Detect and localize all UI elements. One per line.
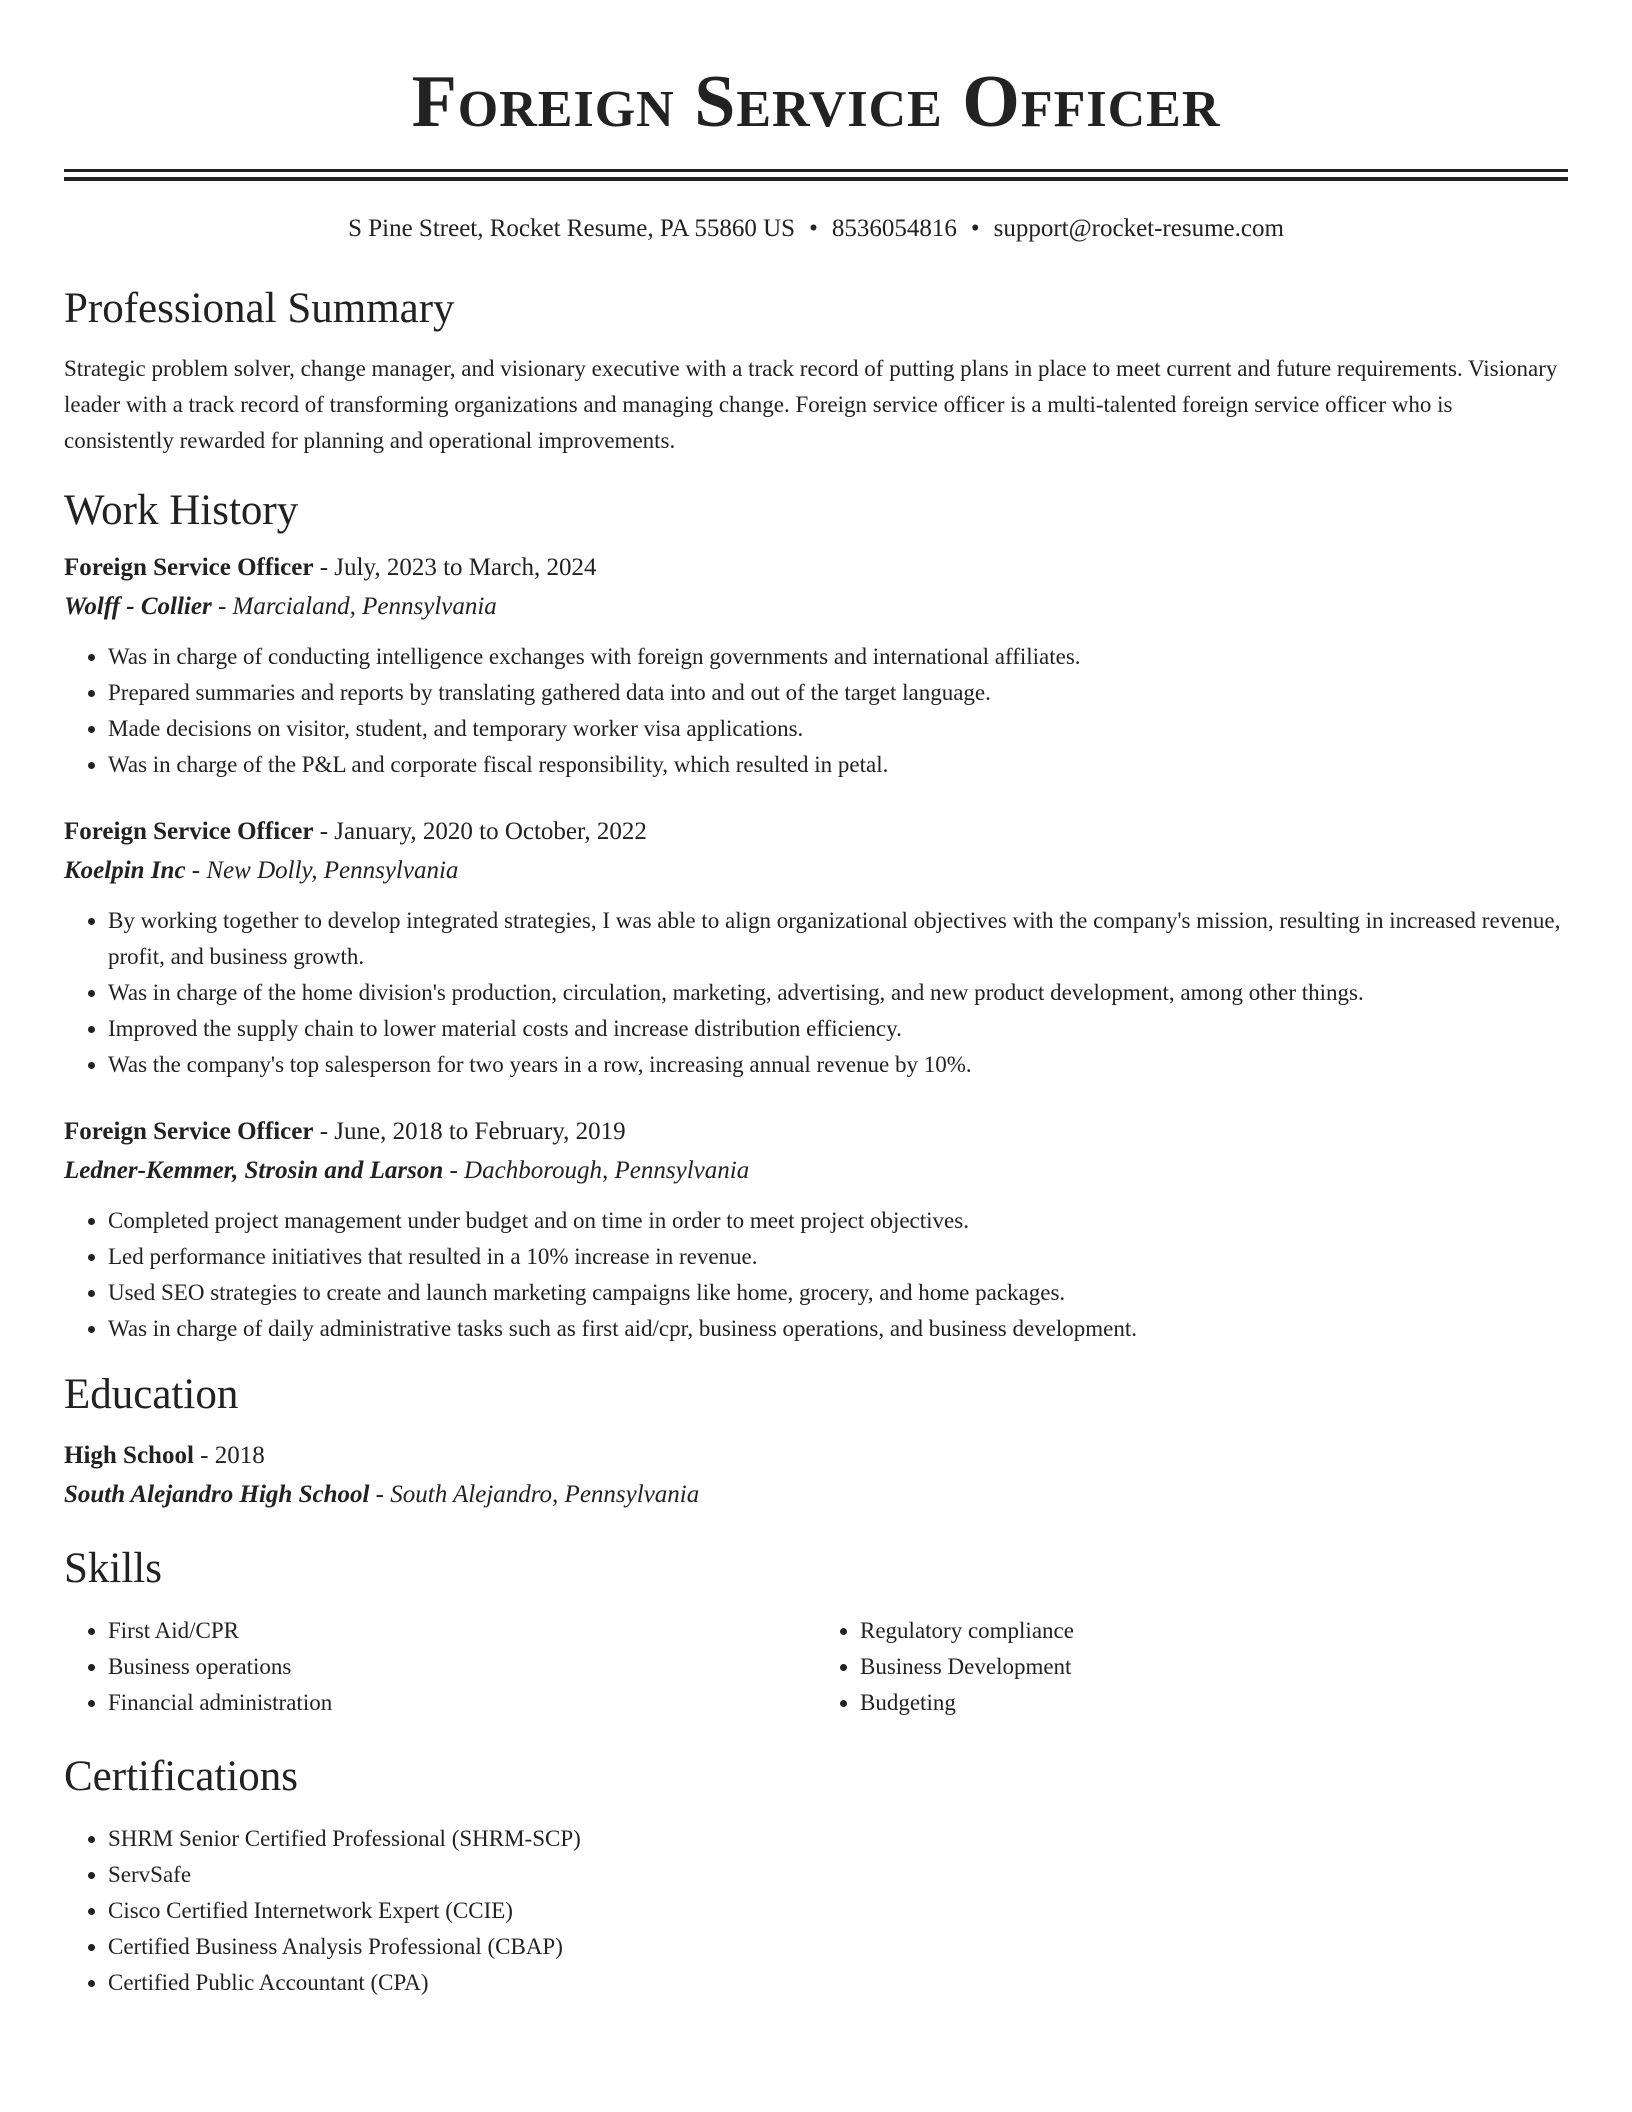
job-title-line bbox=[64, 1113, 1568, 1151]
skill-item: • Business operations bbox=[108, 1649, 816, 1685]
certification-item: • Certified Business Analysis Professional (CBAP) bbox=[108, 1929, 1568, 1965]
job-company: Ledner-Kemmer, Strosin and Larson bbox=[64, 1157, 444, 1184]
skills-column-left bbox=[64, 1613, 816, 1721]
skills-column-right bbox=[816, 1613, 1568, 1721]
skill-item: • Financial administration bbox=[108, 1685, 816, 1721]
certification-item: • Cisco Certified Internetwork Expert (CCIE) bbox=[108, 1893, 1568, 1929]
job-title-line bbox=[64, 549, 1568, 587]
job-role: Foreign Service Officer bbox=[64, 818, 314, 845]
job-company: Koelpin Inc bbox=[64, 857, 186, 884]
section-title-education: Education bbox=[64, 1371, 239, 1418]
certification-item: • ServSafe bbox=[108, 1857, 1568, 1893]
job-bullet: • Made decisions on visitor, student, and temporary worker visa applications. bbox=[108, 711, 1568, 747]
job-bullet: • Led performance initiatives that resulted in a 10% increase in revenue. bbox=[108, 1239, 1568, 1275]
job-bullet: • Was in charge of the home division's production, circulation, marketing, advertising, and new product development, among other things. bbox=[108, 975, 1568, 1011]
job-dates: - July, 2023 to March, 2024 bbox=[313, 554, 597, 581]
job-bullet: • Used SEO strategies to create and launch marketing campaigns like home, grocery, and home packages. bbox=[108, 1275, 1568, 1311]
job-bullet: • Was the company's top salesperson for two years in a row, increasing annual revenue by 10%. bbox=[108, 1047, 1568, 1083]
job-bullet: • Was in charge of conducting intelligence exchanges with foreign governments and international affiliates. bbox=[108, 639, 1568, 675]
education-entry bbox=[64, 1437, 1568, 1515]
job-company: Wolff - Collier bbox=[64, 593, 212, 620]
skills-grid bbox=[64, 1613, 1568, 1721]
job-bullet: • Improved the supply chain to lower material costs and increase distribution efficiency. bbox=[108, 1011, 1568, 1047]
job-entry bbox=[64, 813, 1568, 1083]
education-school: South Alejandro High School bbox=[64, 1481, 370, 1508]
section-title-summary: Professional Summary bbox=[64, 285, 455, 332]
summary-text: Strategic problem solver, change manager, and visionary executive with a track record of putting plans in place to meet current and future requirements. Visionary leader with a track record of transforming organizations and managing change. Foreign service officer is a multi-talented foreign service officer who is consistently rewarded for planning and operational improvements. bbox=[64, 356, 1558, 453]
job-role: Foreign Service Officer bbox=[64, 1118, 314, 1145]
certification-item: • SHRM Senior Certified Professional (SHRM-SCP) bbox=[108, 1821, 1568, 1857]
section-title-work-history: Work History bbox=[64, 487, 299, 534]
section-title-skills: Skills bbox=[64, 1545, 162, 1592]
job-bullets bbox=[64, 903, 1568, 1083]
job-title-line bbox=[64, 813, 1568, 851]
job-bullets bbox=[64, 639, 1568, 783]
job-location: - New Dolly, Pennsylvania bbox=[185, 857, 459, 884]
skill-item: • First Aid/CPR bbox=[108, 1613, 816, 1649]
job-bullet: • Was in charge of daily administrative tasks such as first aid/cpr, business operations, and business development. bbox=[108, 1311, 1568, 1347]
header-rule-top bbox=[64, 169, 1568, 172]
job-company-line bbox=[64, 587, 1568, 627]
education-school-line bbox=[64, 1475, 1568, 1515]
skill-item: • Regulatory compliance bbox=[860, 1613, 1568, 1649]
contact-line bbox=[64, 211, 1568, 247]
contact-separator: • bbox=[809, 215, 818, 242]
job-bullet: • By working together to develop integrated strategies, I was able to align organizational objectives with the company's mission, resulting in increased revenue, profit, and business growth. bbox=[108, 903, 1568, 975]
job-location: - Marcialand, Pennsylvania bbox=[211, 593, 497, 620]
job-bullet: • Completed project management under budget and on time in order to meet project objectives. bbox=[108, 1203, 1568, 1239]
section-title-certifications: Certifications bbox=[64, 1753, 299, 1800]
contact-separator: • bbox=[970, 215, 980, 242]
contact-address: S Pine Street, Rocket Resume, PA 55860 US bbox=[348, 215, 796, 242]
job-location: - Dachborough, Pennsylvania bbox=[443, 1157, 750, 1184]
job-role: Foreign Service Officer bbox=[64, 554, 314, 581]
job-company-line bbox=[64, 1151, 1568, 1191]
job-dates: - January, 2020 to October, 2022 bbox=[313, 818, 647, 845]
contact-email: support@rocket-resume.com bbox=[993, 215, 1284, 242]
education-degree: High School bbox=[64, 1442, 194, 1469]
skill-item: • Business Development bbox=[860, 1649, 1568, 1685]
header-rule-bottom bbox=[64, 177, 1568, 181]
education-year: - 2018 bbox=[193, 1442, 265, 1469]
job-dates: - June, 2018 to February, 2019 bbox=[313, 1118, 626, 1145]
job-bullets bbox=[64, 1203, 1568, 1347]
education-location: - South Alejandro, Pennsylvania bbox=[369, 1481, 700, 1508]
education-degree-line bbox=[64, 1437, 1568, 1475]
contact-phone: 8536054816 bbox=[831, 215, 957, 242]
job-entry bbox=[64, 549, 1568, 783]
certifications-list bbox=[64, 1821, 1568, 2001]
candidate-name: Foreign Service Officer bbox=[411, 61, 1221, 143]
job-bullet: • Prepared summaries and reports by translating gathered data into and out of the target language. bbox=[108, 675, 1568, 711]
skill-item: • Budgeting bbox=[860, 1685, 1568, 1721]
certification-item: • Certified Public Accountant (CPA) bbox=[108, 1965, 1568, 2001]
job-company-line bbox=[64, 851, 1568, 891]
job-bullet: • Was in charge of the P&L and corporate fiscal responsibility, which resulted in petal. bbox=[108, 747, 1568, 783]
job-entry bbox=[64, 1113, 1568, 1347]
